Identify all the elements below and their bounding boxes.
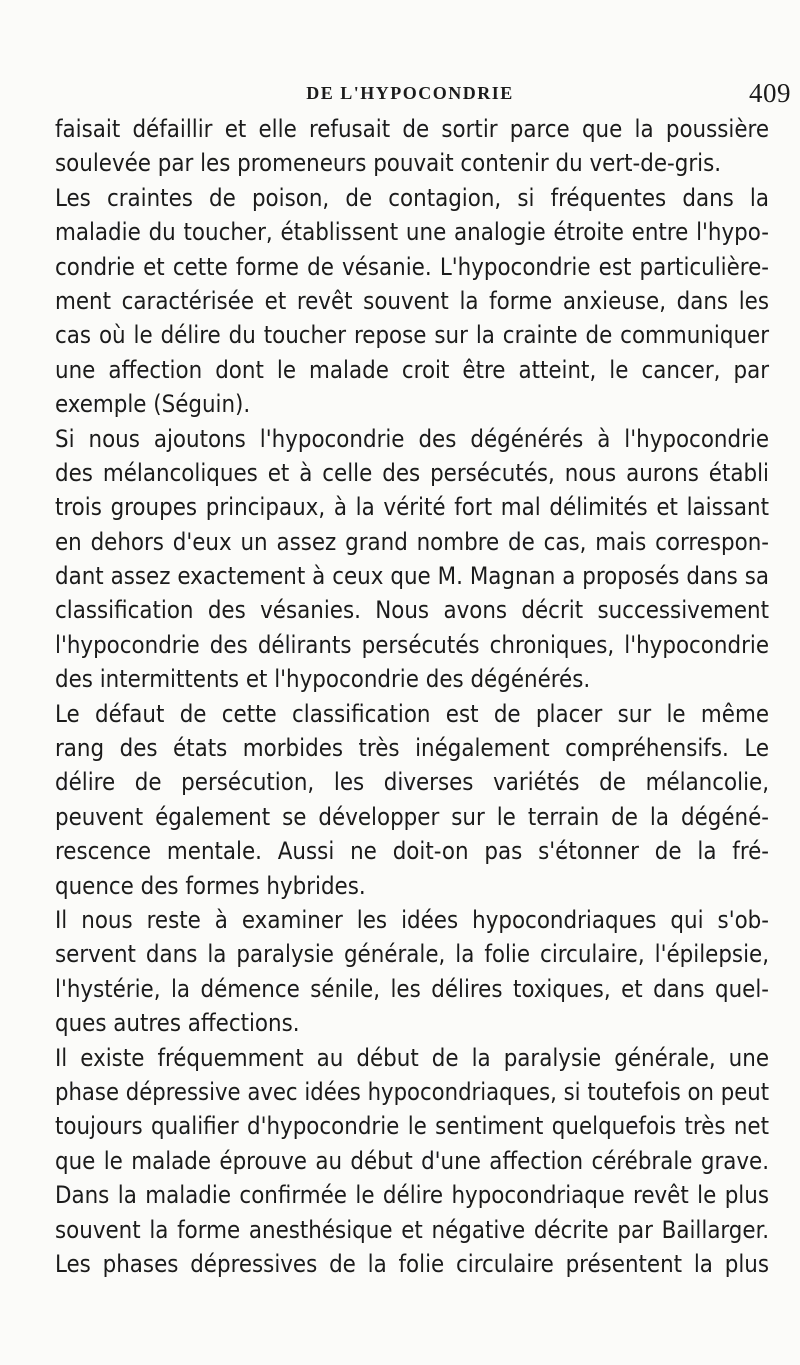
text-line: phase dépressive avec idées hypocondriaques, si toutefois on peut <box>55 1077 769 1106</box>
text-line: dant assez exactement à ceux que M. Magnan a proposés dans sa <box>55 562 769 591</box>
text-line: exemple (Séguin). <box>55 390 251 419</box>
text-line: servent dans la paralysie générale, la folie circulaire, l'épilepsie, <box>55 940 769 969</box>
text-line: toujours qualifier d'hypocondrie le sentiment quelquefois très net <box>55 1112 769 1141</box>
text-line: rang des états morbides très inégalement compréhensifs. Le <box>55 734 769 763</box>
text-line: Il existe fréquemment au début de la paralysie générale, une <box>55 1043 769 1072</box>
text-line: délire de persécution, les diverses variétés de mélancolie, <box>55 768 769 797</box>
text-line: quence des formes hybrides. <box>55 871 366 900</box>
text-line: classification des vésanies. Nous avons décrit successivement <box>55 596 769 625</box>
text-line: Les craintes de poison, de contagion, si fréquentes dans la <box>55 183 769 212</box>
page-number: 409 <box>749 78 791 108</box>
text-line: cas où le délire du toucher repose sur la crainte de communiquer <box>55 321 769 350</box>
chapter-running-title: DE L'HYPOCONDRIE <box>306 83 514 103</box>
text-line: peuvent également se développer sur le terrain de la dégéné- <box>55 802 769 831</box>
text-line: Si nous ajoutons l'hypocondrie des dégénérés à l'hypocondrie <box>55 424 769 453</box>
running-head <box>55 78 795 108</box>
text-line: une affection dont le malade croit être atteint, le cancer, par <box>55 355 769 384</box>
text-line: des intermittents et l'hypocondrie des dégénérés. <box>55 665 591 694</box>
text-line: que le malade éprouve au début d'une affection cérébrale grave. <box>55 1146 769 1175</box>
text-line: Les phases dépressives de la folie circulaire présentent la plus <box>55 1249 769 1278</box>
text-line: faisait défaillir et elle refusait de sortir parce que la poussière <box>55 115 769 143</box>
text-line: condrie et cette forme de vésanie. L'hypocondrie est particulière- <box>55 252 769 281</box>
body-text <box>55 112 769 1281</box>
text-line: l'hypocondrie des délirants persécutés chroniques, l'hypocondrie <box>55 630 769 659</box>
text-line: maladie du toucher, établissent une analogie étroite entre l'hypo- <box>55 218 769 247</box>
text-line: Dans la maladie confirmée le délire hypocondriaque revêt le plus <box>55 1181 769 1210</box>
text-line: Il nous reste à examiner les idées hypocondriaques qui s'ob- <box>55 905 769 934</box>
text-line: ment caractérisée et revêt souvent la forme anxieuse, dans les <box>55 286 769 315</box>
text-line: soulevée par les promeneurs pouvait contenir du vert-de-gris. <box>55 149 722 178</box>
text-line: l'hystérie, la démence sénile, les délires toxiques, et dans quel- <box>55 974 769 1003</box>
text-line: trois groupes principaux, à la vérité fort mal délimités et laissant <box>55 493 769 522</box>
text-line: Le défaut de cette classification est de placer sur le même <box>55 699 769 728</box>
text-line: souvent la forme anesthésique et négative décrite par Baillarger. <box>55 1215 769 1244</box>
text-line: en dehors d'eux un assez grand nombre de cas, mais correspon- <box>55 527 769 556</box>
text-line: des mélancoliques et à celle des persécutés, nous aurons établi <box>55 458 769 487</box>
text-line: rescence mentale. Aussi ne doit-on pas s'étonner de la fré- <box>55 837 769 866</box>
text-line: ques autres affections. <box>55 1009 300 1038</box>
